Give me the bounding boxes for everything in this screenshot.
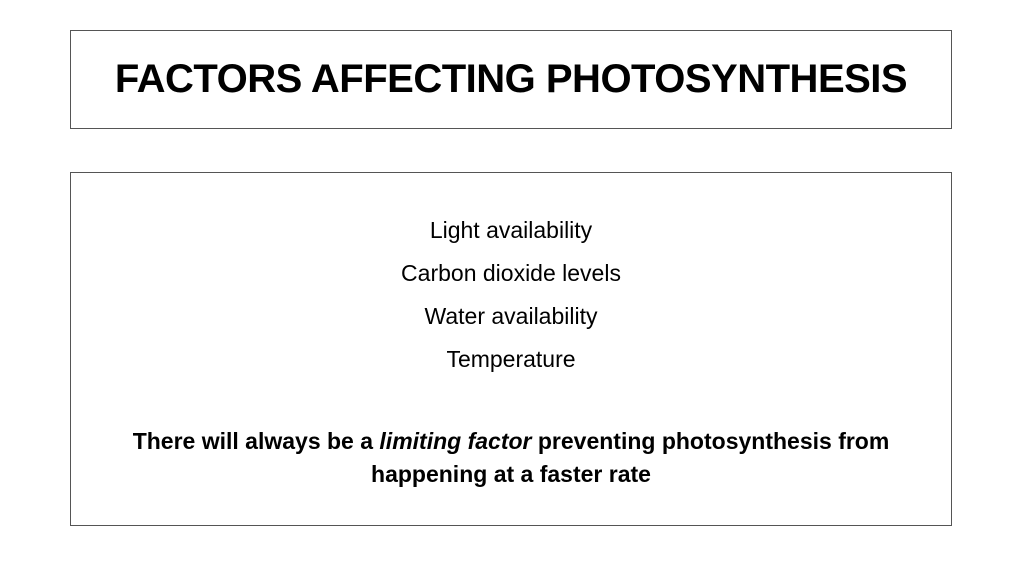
statement-suffix: preventing photosynthesis from happening at a faster rate	[371, 428, 890, 487]
limiting-factor-statement	[77, 425, 945, 491]
limiting-factor-term: limiting factor	[379, 428, 532, 454]
factor-item-water: Water availability	[424, 303, 598, 329]
title-box	[70, 30, 952, 129]
content-box	[70, 172, 952, 526]
factor-item-light: Light availability	[429, 217, 593, 243]
factor-list	[71, 209, 951, 381]
factor-item-carbon-dioxide: Carbon dioxide levels	[401, 260, 621, 286]
statement-prefix: There will always be a	[132, 428, 380, 454]
factor-item-temperature: Temperature	[446, 346, 576, 372]
slide-title: FACTORS AFFECTING PHOTOSYNTHESIS	[114, 57, 908, 101]
